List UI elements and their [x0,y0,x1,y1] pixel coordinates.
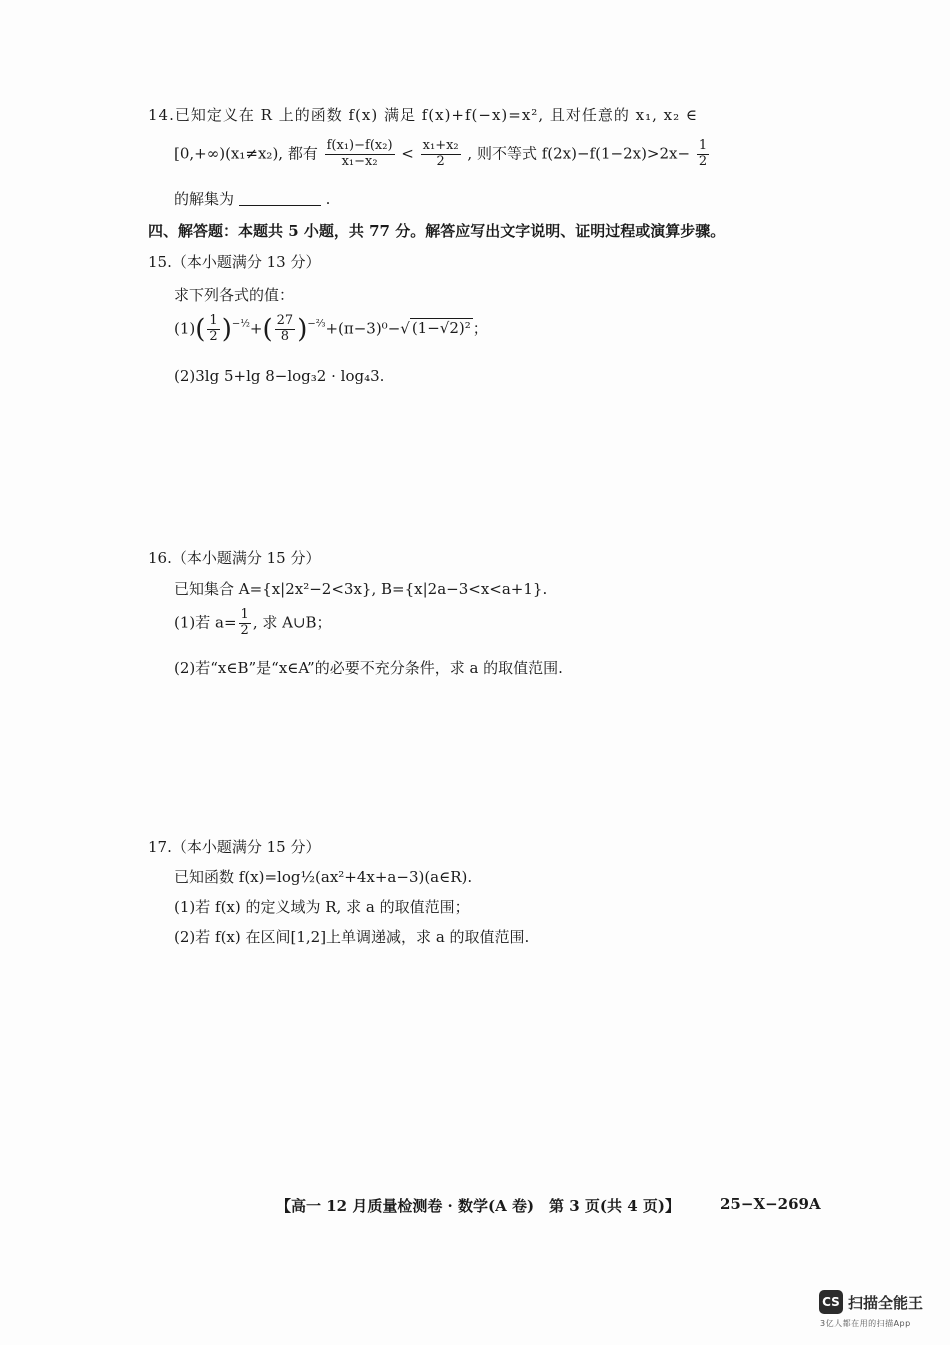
q16-given: 已知集合 A={x|2x²−2<3x}, B={x|2a−3<x<a+1}. [174,580,548,598]
q14-line1 [148,104,698,125]
q16-part1-prefix: (1)若 a= [174,613,237,632]
q14-line3 [174,188,330,209]
q14-line1-text: 已知定义在 R 上的函数 f(x) 满足 f(x)+f(−x)=x², 且对任意的 x₁, x₂ ∈ [174,106,698,124]
q15-plus: + [249,319,263,338]
q14-number: 14. [148,106,175,124]
page-footer-code: 25−X−269A [720,1195,821,1213]
q14-fraction-difference-quotient [325,139,395,170]
q15-radical-sign: √ [400,319,410,338]
q14-answer-blank[interactable] [239,191,321,206]
q15-base1-denominator: 2 [209,328,218,344]
q14-frac1-denominator: x₁−x₂ [341,153,378,169]
q15-paren2-close: ) [297,314,308,345]
q16-half-fraction [239,608,251,639]
q15-base2-fraction [275,314,296,345]
section-4-heading: 四、解答题：本题共 5 小题，共 77 分。解答应写出文字说明、证明过程或演算步骤。 [148,222,726,240]
camscanner-subtitle: 3亿人都在用的扫描App [820,1319,911,1328]
q17-given: 已知函数 f(x)=log½(ax²+4x+a−3)(a∈R). [174,868,473,886]
q16-part1 [174,608,332,639]
q16-part2: (2)若“x∈B”是“x∈A”的必要不充分条件，求 a 的取值范围. [174,659,563,677]
q15-radicand: (1−√2)² [411,319,471,338]
q16-header: 16.（本小题满分 15 分） [148,549,321,567]
camscanner-title: 扫描全能王 [848,1294,924,1312]
q14-line2 [174,139,711,170]
q15-prompt: 求下列各式的值： [174,286,295,304]
q14-fraction-average [421,139,461,170]
q14-frac2-denominator: 2 [436,153,445,169]
q14-line3-suffix: . [325,190,331,208]
q17-part1: (1)若 f(x) 的定义域为 R, 求 a 的取值范围； [174,898,470,916]
q14-frac3-numerator: 1 [698,138,708,153]
q15-paren2-open: ( [262,314,273,345]
q15-paren-open: ( [195,314,206,345]
q15-paren-close: ) [221,314,232,345]
q15-part1-label: (1) [174,319,196,338]
camscanner-logo-icon: CS [819,1290,843,1314]
q15-part1-rest: +(π−3)⁰− [325,319,401,338]
q14-less-than: < [401,144,414,163]
q14-frac1-numerator: f(x₁)−f(x₂) [326,138,393,153]
q16-half-denominator: 2 [240,622,249,638]
q16-half-numerator: 1 [240,607,249,622]
q15-base1-numerator: 1 [209,313,218,328]
page-footer-info: 【高一 12 月质量检测卷 · 数学(A 卷) 第 3 页(共 4 页)】 [276,1197,680,1215]
q15-header: 15.（本小题满分 13 分） [148,253,321,271]
q14-line2-prefix: [0,+∞)(x₁≠x₂), 都有 [174,144,318,163]
q17-part2: (2)若 f(x) 在区间[1,2]上单调递减，求 a 的取值范围. [174,928,530,946]
q14-fraction-half [697,139,709,170]
q16-part1-suffix: , 求 A∪B； [252,613,332,632]
q14-frac3-denominator: 2 [698,153,708,169]
q15-part2: (2)3lg 5+lg 8−log₃2 · log₄3. [174,367,385,385]
q15-base2-numerator: 27 [276,313,294,328]
q14-frac2-numerator: x₁+x₂ [422,138,459,153]
q14-line3-prefix: 的解集为 [174,190,235,208]
q15-exponent1: −½ [231,318,250,330]
q17-header: 17.（本小题满分 15 分） [148,838,321,856]
q14-line2-mid: , 则不等式 f(2x)−f(1−2x)>2x− [467,144,691,163]
q15-base1-fraction [207,314,219,345]
q15-exponent2: −⅔ [307,318,326,330]
q15-part1-end: ； [472,319,488,338]
q15-part1 [174,314,488,345]
q15-base2-denominator: 8 [280,328,290,344]
